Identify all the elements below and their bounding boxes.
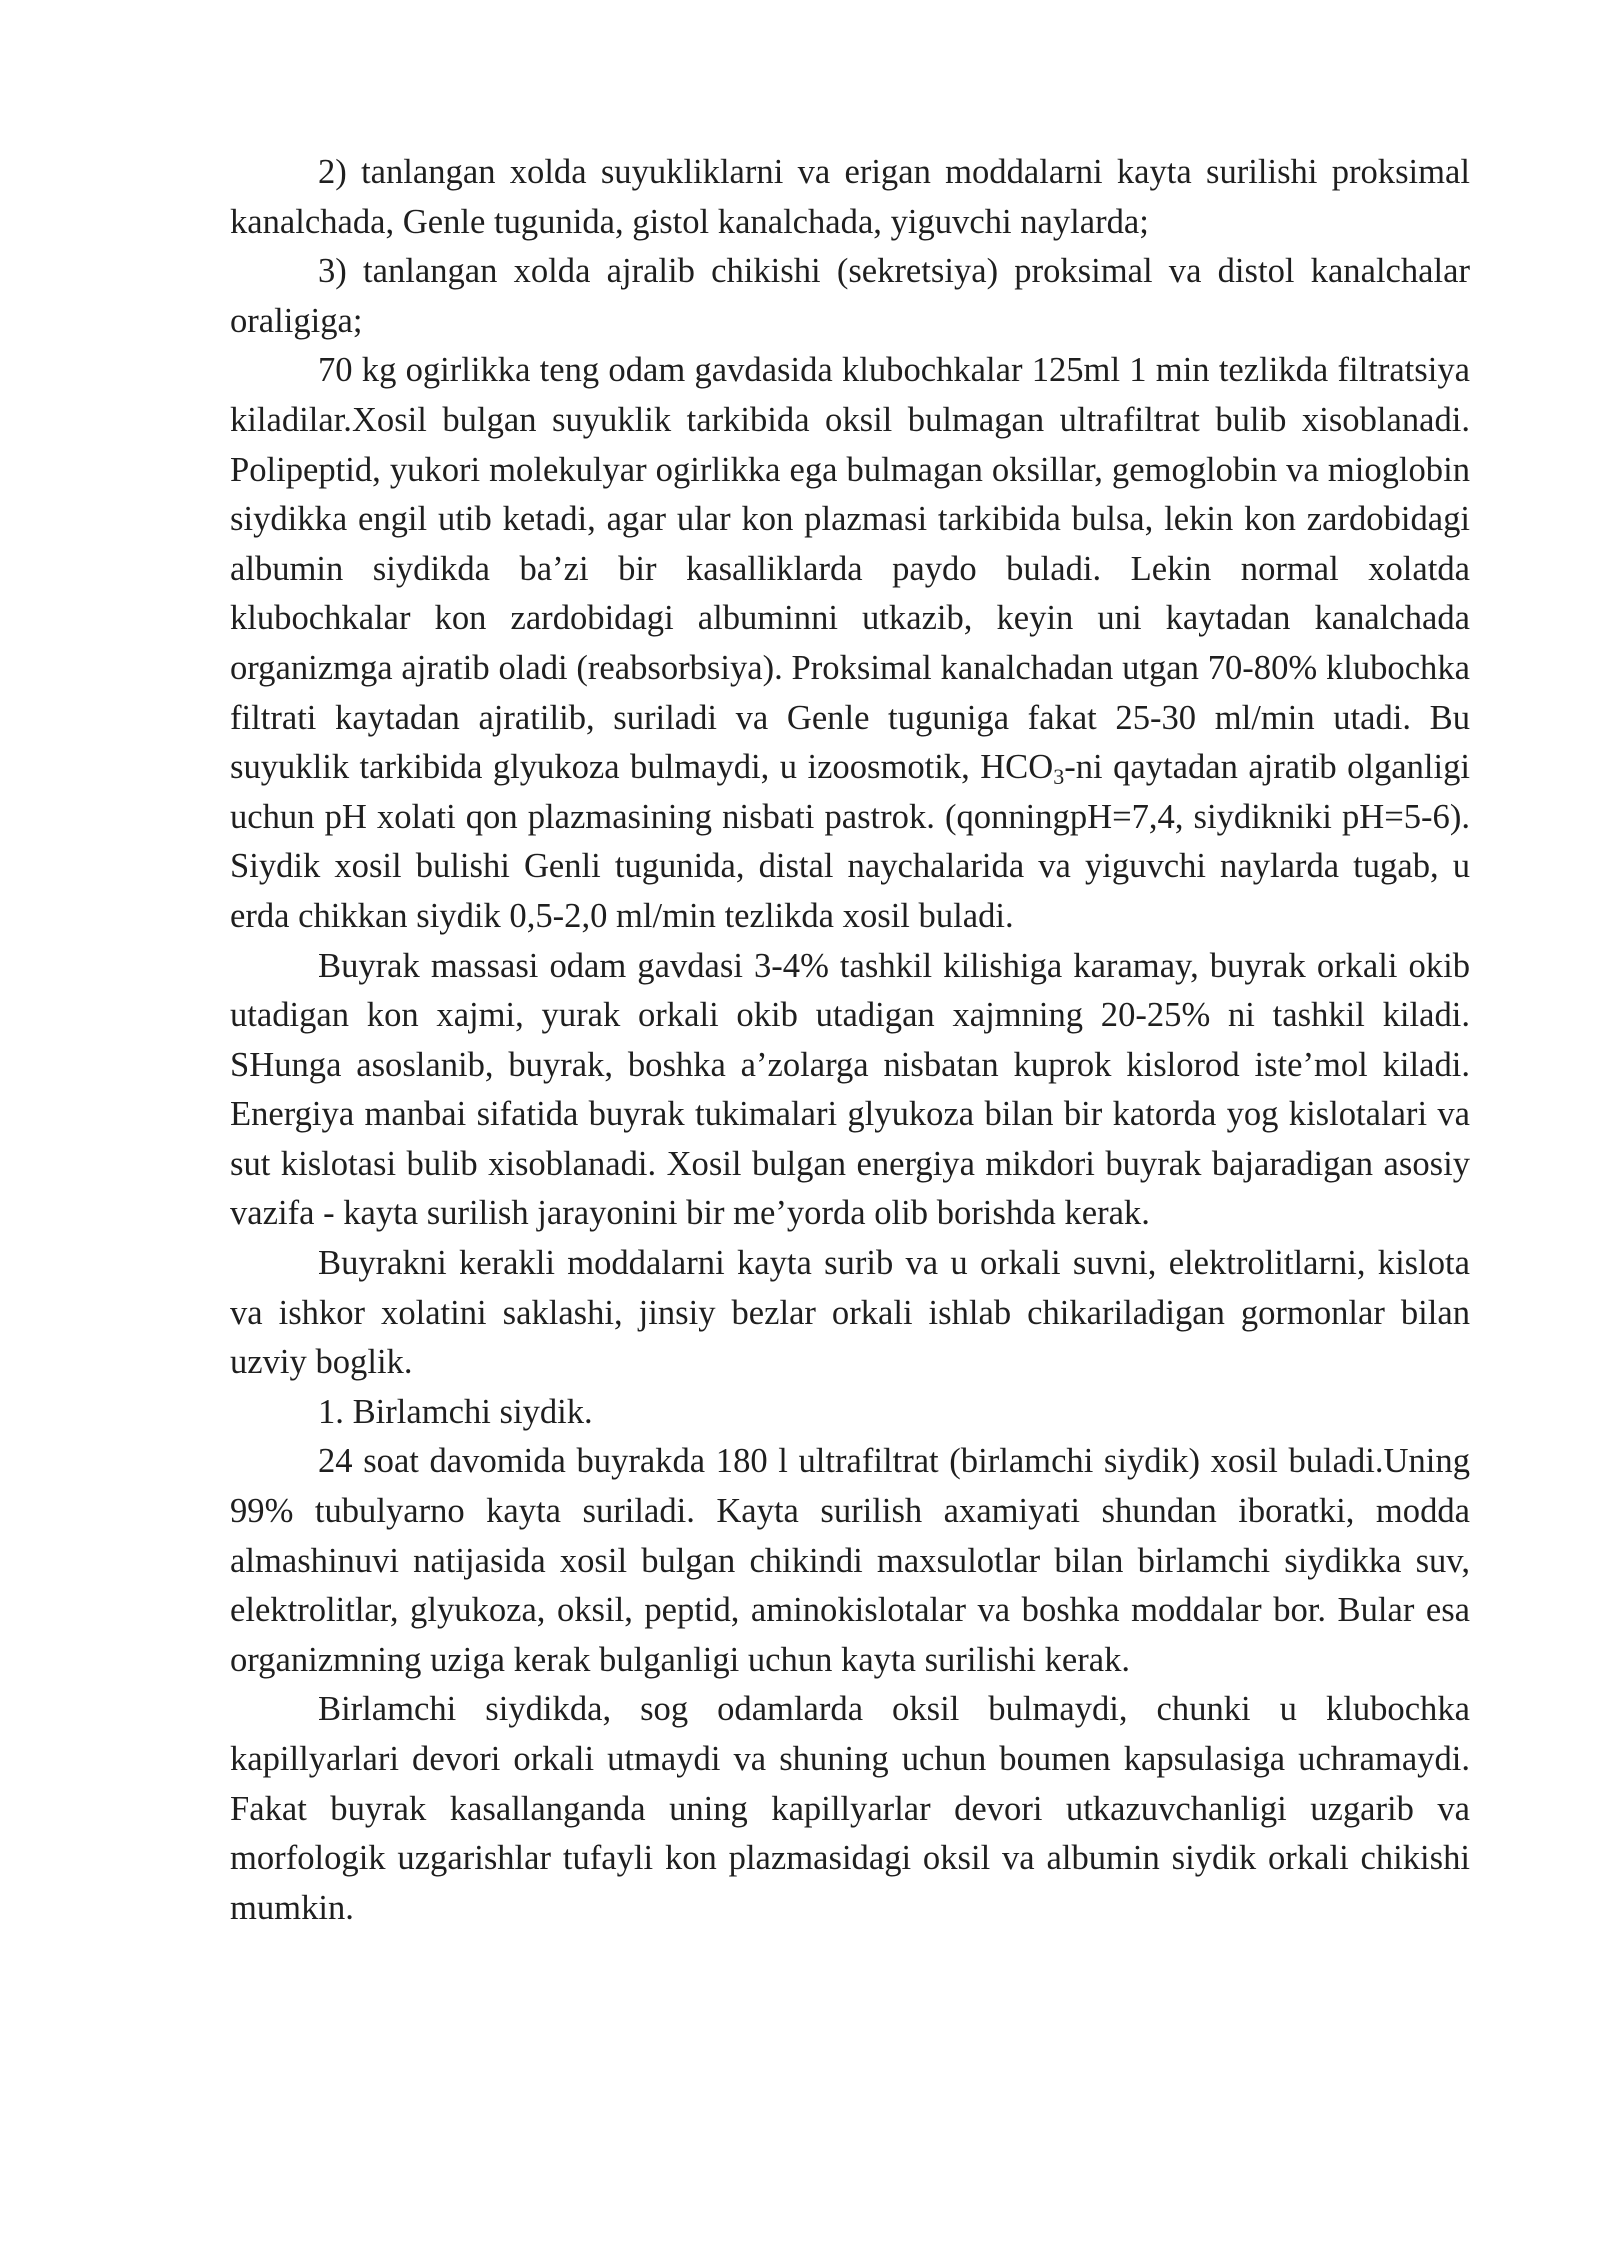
- document-page: [230, 148, 1470, 1933]
- paragraph-filtration-text-a: 70 kg ogirlikka teng odam gavdasida klubochkalar 125ml 1 min tezlikda filtratsiya kiladilar.Xosil bulgan suyuklik tarkibida oksil bulmagan ultrafiltrat bulib xisoblanadi. Polipeptid, yukori molekulyar ogirlikka ega bulmagan oksillar, gemoglobin va mioglobin siydikka engil utib ketadi, agar ular kon plazmasi tarkibida bulsa, lekin kon zardobidagi albumin siydikda ba’zi bir kasalliklarda paydo buladi. Lekin normal xolatda klubochkalar kon zardobidagi albuminni utkazib, keyin uni kaytadan kanalchada organizmga ajratib oladi (reabsorbsiya). Proksimal kanalchadan utgan 70-80% klubochka filtrati kaytadan ajratilib, suriladi va Genle tuguniga fakat 25-30 ml/min utadi. Bu suyuklik tarkibida glyukoza bulmaydi, u izoosmotik, HCO: [230, 351, 1470, 787]
- paragraph-filtration: [230, 346, 1470, 941]
- paragraph-secretion-item: 3) tanlangan xolda ajralib chikishi (sekretsiya) proksimal va distol kanalchalar oraligiga;: [230, 252, 1470, 340]
- subscript-three: 3: [1053, 764, 1065, 790]
- paragraph-protein-absence: Birlamchi siydikda, sog odamlarda oksil bulmaydi, chunki u klubochka kapillyarlari devori orkali utmaydi va shuning uchun boumen kapsulasiga uchramaydi. Fakat buyrak kasallanganda uning kapillyarlar devori utkazuvchanligi uzgarib va morfologik uzgarishlar tufayli kon plazmasidagi oksil va albumin siydik orkali chikishi mumkin.: [230, 1690, 1470, 1927]
- paragraph-kidney-mass: Buyrak massasi odam gavdasi 3-4% tashkil kilishiga karamay, buyrak orkali okib utadigan kon xajmi, yurak orkali okib utadigan xajmning 20-25% ni tashkil kiladi. SHunga asoslanib, buyrak, boshka a’zolarga nisbatan kuprok kislorod iste’mol kiladi. Energiya manbai sifatida buyrak tukimalari glyukoza bilan bir katorda yog kislotalari va sut kislotasi bulib xisoblanadi. Xosil bulgan energiya mikdori buyrak bajaradigan asosiy vazifa - kayta surilish jarayonini bir me’yorda olib borishda kerak.: [230, 946, 1470, 1233]
- paragraph-filtration-text-b: -ni qaytadan ajratib olganligi uchun pH xolati qon plazmasining nisbati pastrok. (qonningpH=7,4, siydikniki pH=5-6). Siydik xosil bulishi Genli tugunida, distal naychalarida va yiguvchi naylarda tugab, u erda chikkan siydik 0,5-2,0 ml/min tezlikda xosil buladi.: [230, 748, 1470, 935]
- paragraph-reabsorption-item: 2) tanlangan xolda suyukliklarni va erigan moddalarni kayta surilishi proksimal kanalchada, Genle tugunida, gistol kanalchada, yiguvchi naylarda;: [230, 153, 1470, 241]
- paragraph-primary-urine: 24 soat davomida buyrakda 180 l ultrafiltrat (birlamchi siydik) xosil buladi.Uning 99% tubulyarno kayta suriladi. Kayta surilish axamiyati shundan iboratki, modda almashinuvi natijasida xosil bulgan chikindi maxsulotlar bilan birlamchi siydikka suv, elektrolitlar, glyukoza, oksil, peptid, aminokislotalar va boshka moddalar bor. Bular esa organizmning uziga kerak bulganligi uchun kayta surilishi kerak.: [230, 1442, 1470, 1679]
- section-heading-primary-urine: 1. Birlamchi siydik.: [318, 1392, 593, 1431]
- paragraph-kidney-functions: Buyrakni kerakli moddalarni kayta surib va u orkali suvni, elektrolitlarni, kislota va ishkor xolatini saklashi, jinsiy bezlar orkali ishlab chikariladigan gormonlar bilan uzviy boglik.: [230, 1244, 1470, 1382]
